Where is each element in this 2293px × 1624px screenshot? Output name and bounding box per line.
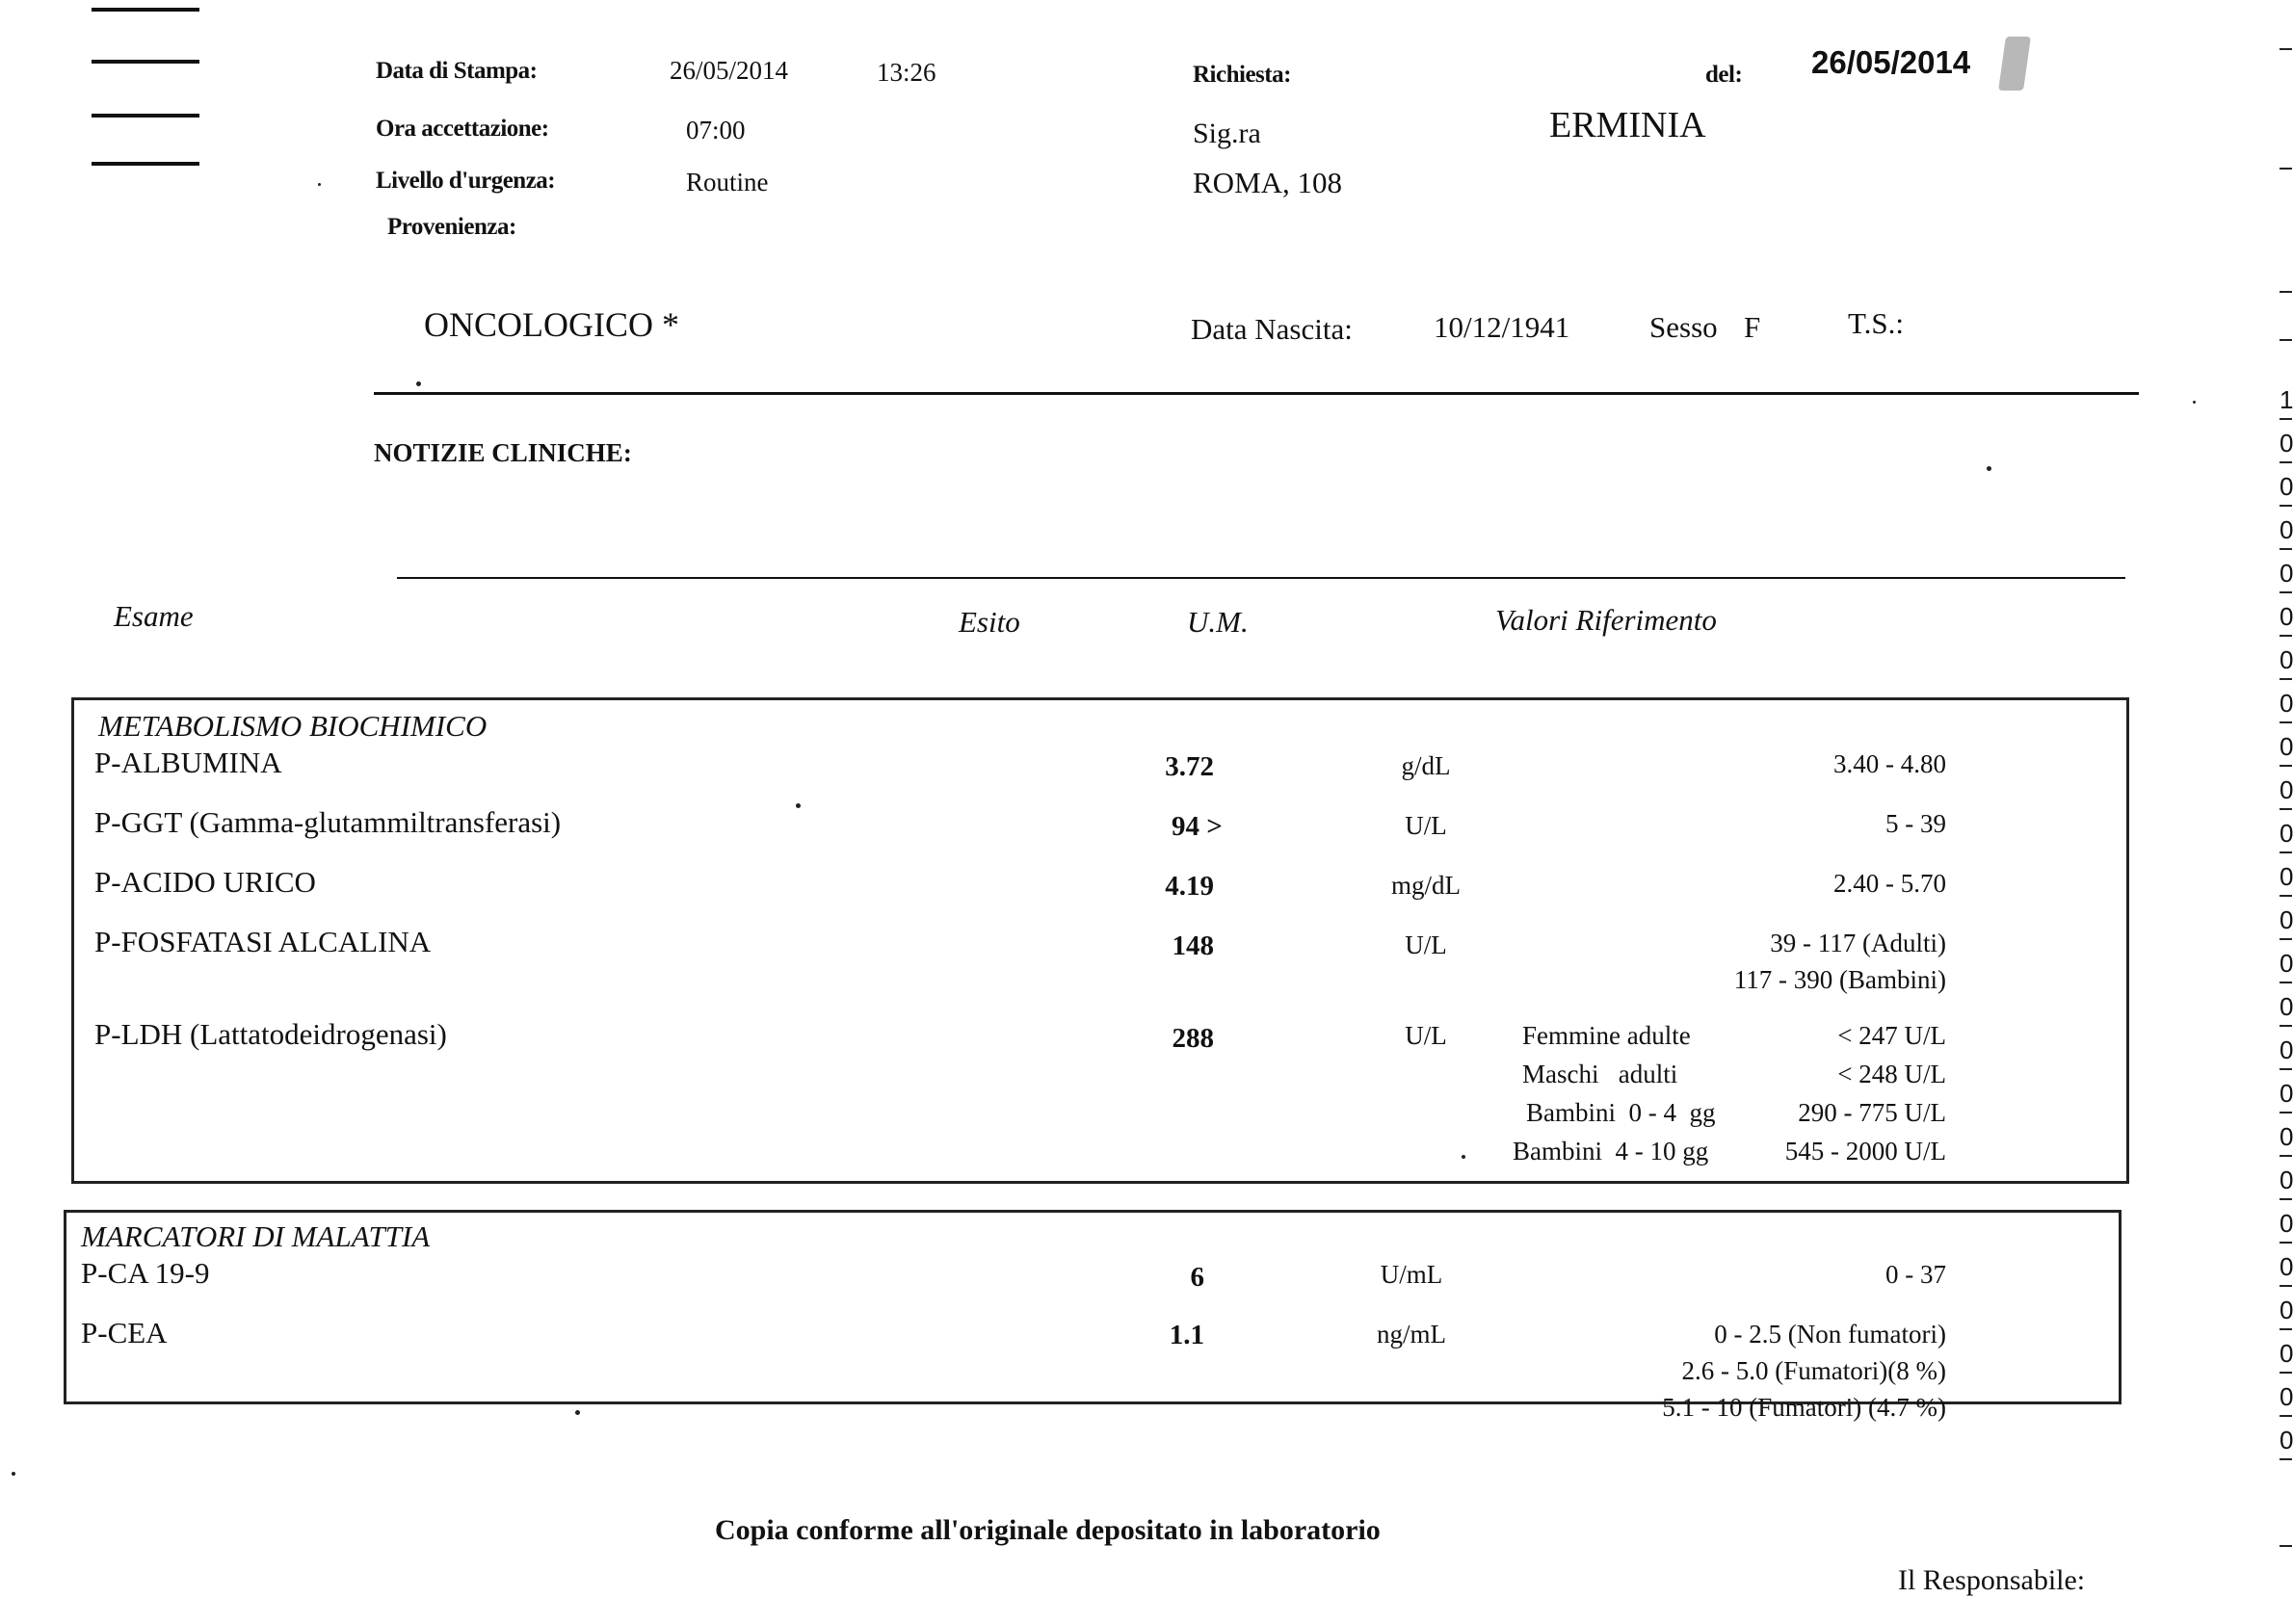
exam-name: P-FOSFATASI ALCALINA (94, 925, 432, 958)
edge-char: 0 (2280, 1209, 2293, 1238)
print-time: 13:26 (877, 58, 936, 87)
speck (575, 1410, 580, 1415)
edge-rule (2280, 808, 2292, 810)
edge-char: 0 (2280, 905, 2293, 934)
speck (12, 1472, 15, 1476)
edge-rule (2280, 1068, 2292, 1070)
print-date-label: Data di Stampa: (376, 58, 538, 84)
edge-rule (2280, 635, 2292, 637)
speck (2193, 401, 2196, 404)
column-result: Esito (959, 605, 1020, 639)
edge-rule (2280, 548, 2292, 550)
exam-name: P-ACIDO URICO (94, 865, 316, 899)
edge-char: 0 (2280, 1296, 2293, 1324)
edge-mark (2280, 291, 2292, 293)
edge-rule (2280, 721, 2292, 723)
speck (416, 381, 421, 386)
ldh-ref-value: 545 - 2000 U/L (1784, 1137, 1946, 1166)
edge-mark (2280, 48, 2292, 50)
speck (1987, 466, 1991, 471)
edge-char: 0 (2280, 1166, 2293, 1194)
exam-unit: U/L (1405, 930, 1447, 959)
edge-rule (2280, 1242, 2292, 1244)
edge-char: 0 (2280, 1252, 2293, 1281)
edge-rule (2280, 461, 2292, 463)
origin-label: Provenienza: (387, 214, 516, 240)
edge-char: 0 (2280, 515, 2293, 544)
edge-rule (2280, 1198, 2292, 1200)
ldh-ref-value: < 247 U/L (1837, 1021, 1946, 1050)
patient-name: ERMINIA (1549, 105, 1706, 145)
exam-reference: 5 - 39 (1885, 809, 1946, 838)
exam-name: P-LDH (Lattatodeidrogenasi) (94, 1017, 447, 1051)
request-label: Richiesta: (1193, 62, 1291, 88)
column-exam: Esame (114, 599, 194, 633)
ldh-ref-value: < 248 U/L (1837, 1060, 1946, 1088)
edge-rule (2280, 1112, 2292, 1113)
speck (1462, 1155, 1465, 1159)
birth-date: 10/12/1941 (1434, 310, 1570, 344)
sex-value: F (1744, 310, 1761, 344)
edge-char: 0 (2280, 602, 2293, 631)
edge-char: 0 (2280, 1122, 2293, 1151)
print-date: 26/05/2014 (670, 56, 789, 85)
edge-char: 0 (2280, 645, 2293, 674)
exam-unit: mg/dL (1391, 871, 1461, 900)
sex-label: Sesso (1649, 310, 1718, 344)
title-prefix: Sig.ra (1193, 118, 1261, 149)
edge-char: 0 (2280, 992, 2293, 1021)
responsible-label: Il Responsabile: (1898, 1564, 2086, 1596)
edge-char: 1 (2280, 385, 2293, 414)
urgency-label: Livello d'urgenza: (376, 168, 556, 194)
ldh-ref-label: Femmine adulte (1522, 1021, 1691, 1050)
edge-char: 0 (2280, 472, 2293, 501)
edge-mark (2280, 339, 2292, 341)
department: ONCOLOGICO * (424, 305, 679, 344)
accept-time: 07:00 (686, 116, 746, 144)
ink-smudge (1998, 37, 2031, 91)
notes-divider (397, 577, 2125, 579)
edge-char: 0 (2280, 949, 2293, 978)
margin-mark (92, 60, 199, 64)
edge-char: 0 (2280, 689, 2293, 718)
request-date: 26/05/2014 (1811, 44, 1971, 80)
exam-reference: 5.1 - 10 (Fumatori) (4.7 %) (1662, 1393, 1946, 1422)
accept-time-label: Ora accettazione: (376, 116, 549, 142)
header-divider (374, 392, 2139, 395)
edge-rule (2280, 418, 2292, 420)
exam-unit: ng/mL (1377, 1320, 1446, 1349)
edge-char: 0 (2280, 819, 2293, 848)
exam-result: 94 > (1172, 811, 1223, 842)
section-title: MARCATORI DI MALATTIA (81, 1219, 431, 1253)
edge-char: 0 (2280, 1382, 2293, 1411)
exam-unit: U/L (1405, 1021, 1447, 1050)
exam-name: P-CEA (81, 1316, 168, 1349)
exam-reference: 2.40 - 5.70 (1833, 869, 1946, 898)
ldh-ref-value: 290 - 775 U/L (1798, 1098, 1946, 1127)
edge-rule (2280, 938, 2292, 940)
edge-mark (2280, 168, 2292, 170)
exam-result: 6 (1190, 1262, 1204, 1293)
margin-mark (92, 114, 199, 118)
edge-char: 0 (2280, 862, 2293, 891)
exam-reference: 2.6 - 5.0 (Fumatori)(8 %) (1681, 1356, 1946, 1385)
del-label: del: (1705, 62, 1743, 88)
exam-unit: g/dL (1401, 751, 1451, 780)
edge-rule (2280, 1285, 2292, 1287)
edge-char: 0 (2280, 1426, 2293, 1454)
column-unit: U.M. (1187, 605, 1249, 639)
edge-rule (2280, 1415, 2292, 1417)
edge-rule (2280, 765, 2292, 767)
exam-name: P-ALBUMINA (94, 746, 282, 779)
ts-label: T.S.: (1848, 306, 1904, 340)
edge-char: 0 (2280, 732, 2293, 761)
exam-reference: 0 - 37 (1885, 1260, 1946, 1289)
edge-rule (2280, 895, 2292, 897)
edge-char: 0 (2280, 559, 2293, 588)
exam-name: P-GGT (Gamma-glutammiltransferasi) (94, 805, 562, 839)
ldh-ref-label: Bambini 4 - 10 gg (1513, 1137, 1709, 1166)
birth-date-label: Data Nascita: (1191, 312, 1353, 346)
speck (796, 803, 801, 808)
exam-reference: 0 - 2.5 (Non fumatori) (1714, 1320, 1946, 1349)
edge-rule (2280, 1458, 2292, 1460)
exam-result: 1.1 (1169, 1320, 1204, 1350)
edge-char: 0 (2280, 1079, 2293, 1108)
exam-reference: 39 - 117 (Adulti) (1770, 929, 1946, 957)
section-title: METABOLISMO BIOCHIMICO (98, 709, 488, 743)
column-reference: Valori Riferimento (1495, 603, 1717, 637)
margin-mark (92, 8, 199, 12)
edge-rule (2280, 505, 2292, 507)
exam-unit: U/mL (1380, 1260, 1443, 1289)
edge-rule (2280, 1372, 2292, 1374)
exam-result: 3.72 (1165, 751, 1214, 782)
edge-rule (2280, 591, 2292, 593)
edge-rule (2280, 678, 2292, 680)
exam-reference: 3.40 - 4.80 (1833, 749, 1946, 778)
speck (318, 183, 321, 186)
ldh-ref-label: Bambini 0 - 4 gg (1526, 1098, 1716, 1127)
margin-mark (92, 162, 199, 166)
edge-char: 0 (2280, 429, 2293, 458)
edge-rule (2280, 1155, 2292, 1157)
edge-rule (2280, 851, 2292, 853)
clinical-notes-label: NOTIZIE CLINICHE: (374, 438, 632, 467)
edge-char: 0 (2280, 775, 2293, 804)
copy-note: Copia conforme all'originale depositato in laboratorio (715, 1514, 1381, 1546)
edge-mark (2280, 1545, 2292, 1547)
edge-char: 0 (2280, 1035, 2293, 1064)
ldh-ref-label: Maschi adulti (1522, 1060, 1678, 1088)
edge-rule (2280, 1328, 2292, 1330)
urgency-value: Routine (686, 168, 769, 196)
exam-result: 148 (1172, 930, 1214, 961)
exam-reference: 117 - 390 (Bambini) (1733, 965, 1946, 994)
edge-rule (2280, 982, 2292, 983)
exam-unit: U/L (1405, 811, 1447, 840)
exam-name: P-CA 19-9 (81, 1256, 210, 1290)
exam-result: 4.19 (1165, 871, 1214, 902)
edge-char: 0 (2280, 1339, 2293, 1368)
patient-address: ROMA, 108 (1193, 166, 1343, 199)
exam-result: 288 (1172, 1023, 1214, 1054)
edge-rule (2280, 1025, 2292, 1027)
